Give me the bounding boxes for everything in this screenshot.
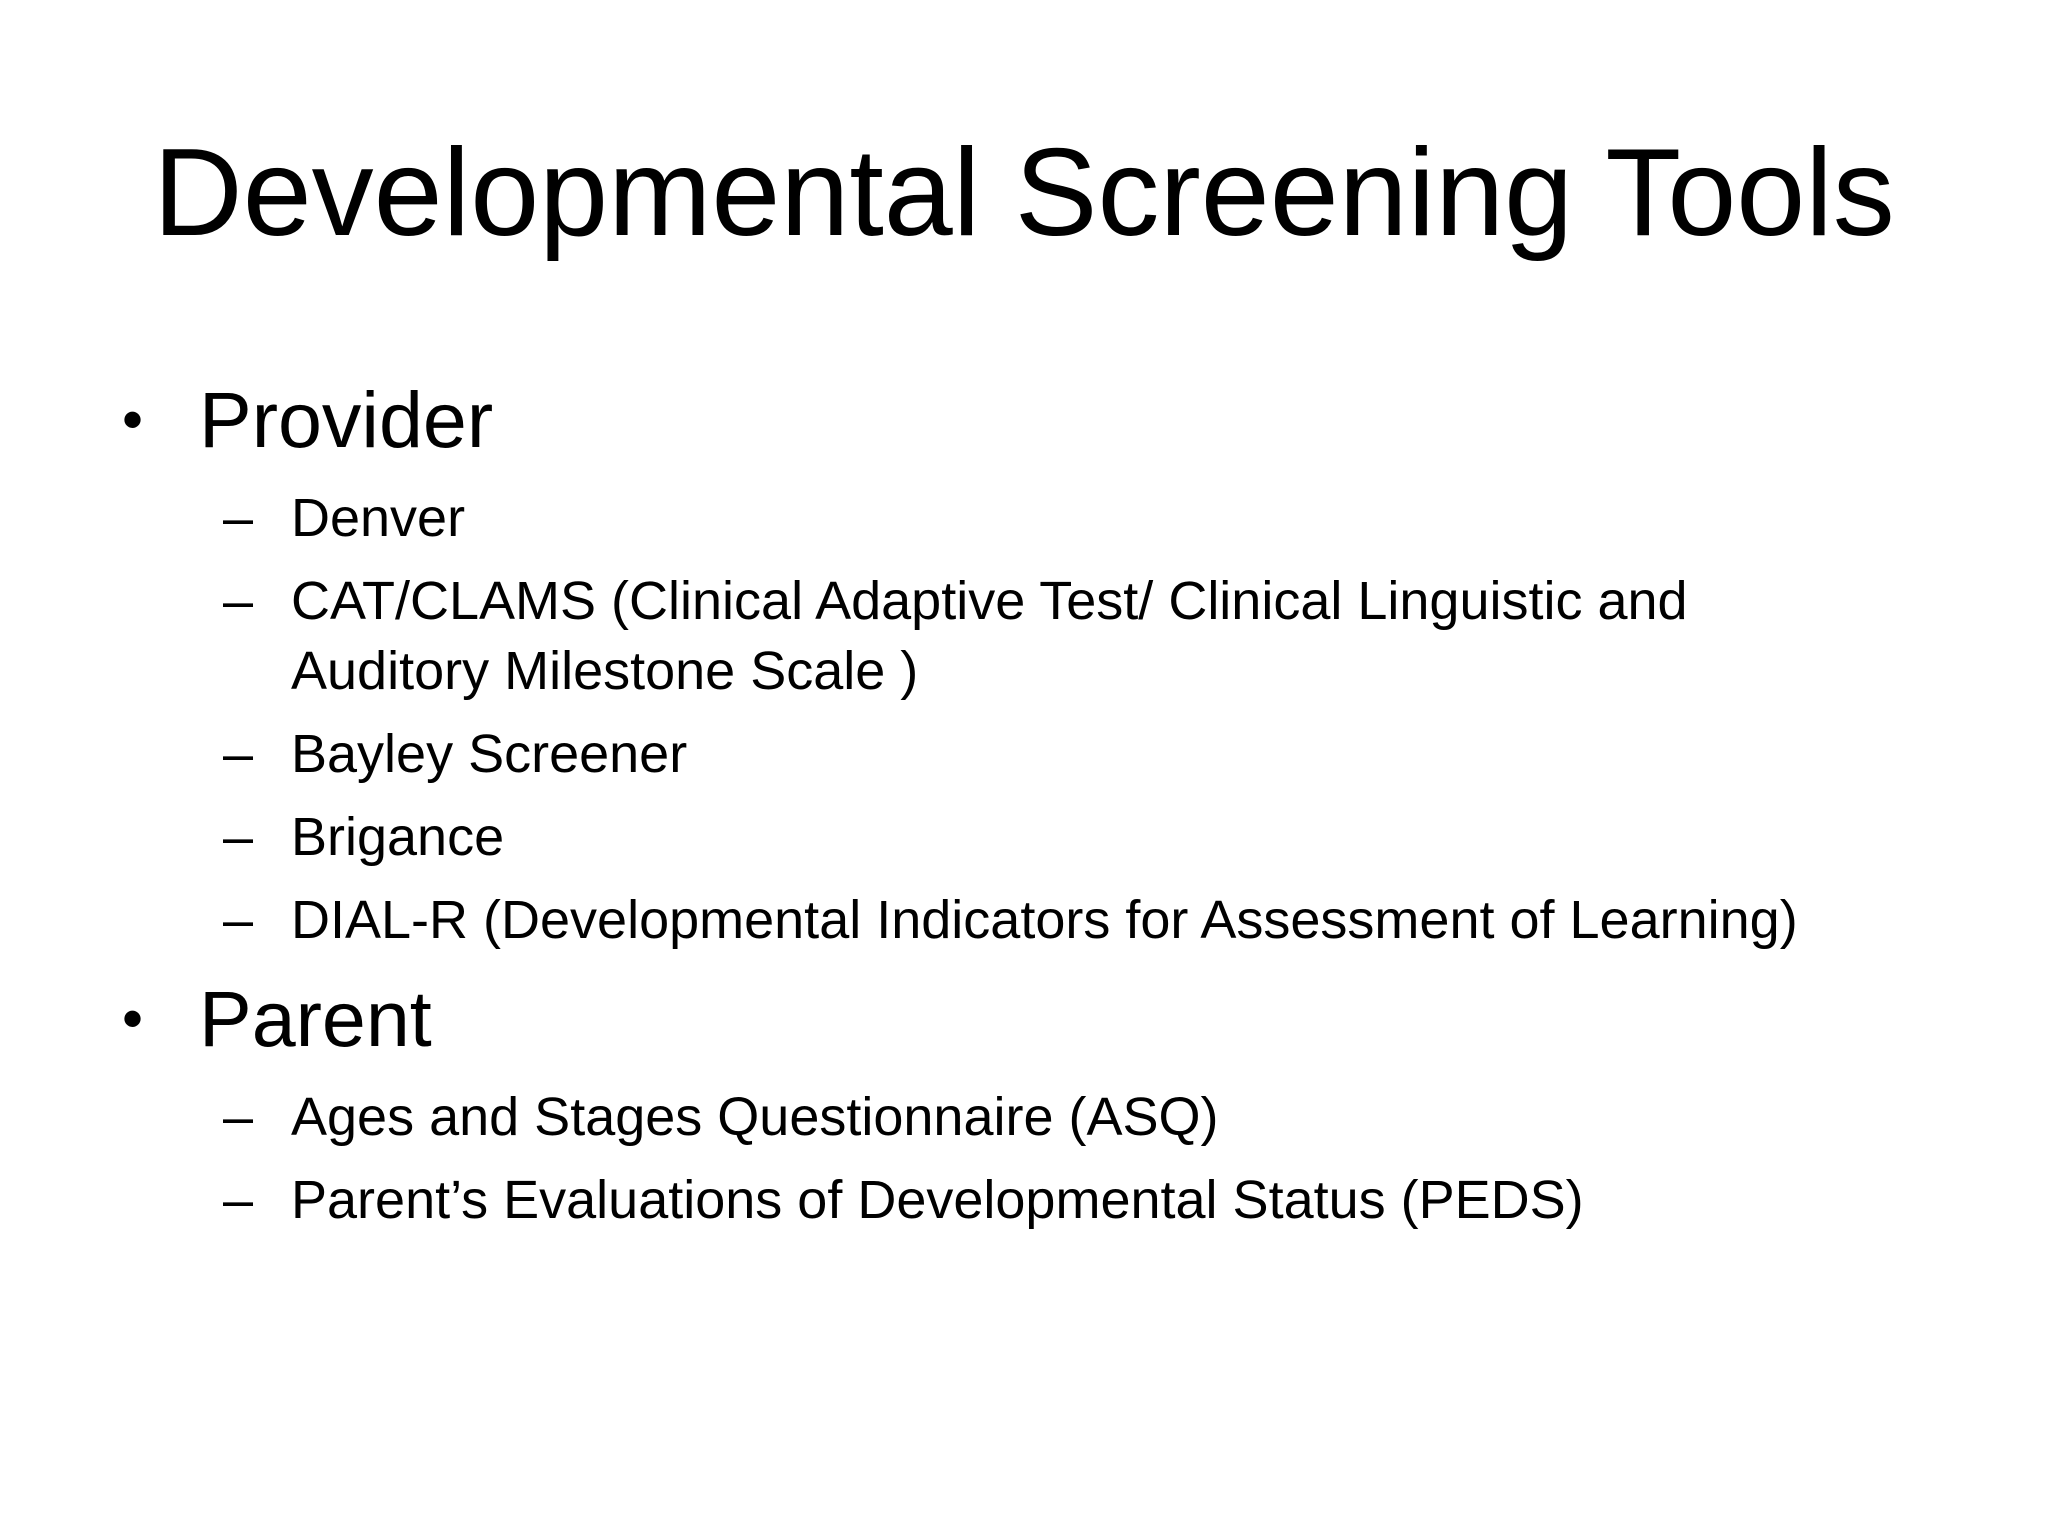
list-item xyxy=(0,719,1851,789)
dash-icon: – xyxy=(223,807,254,867)
slide-title: Developmental Screening Tools xyxy=(153,124,1895,262)
slide-content xyxy=(0,370,2048,1235)
dash-icon: – xyxy=(223,890,254,950)
tool-cat-clams: CAT/CLAMS (Clinical Adaptive Test/ Clinical Linguistic and Auditory Milestone Scale ) xyxy=(291,571,1688,701)
dash-icon: – xyxy=(223,571,254,631)
section-label-provider: Provider xyxy=(199,375,494,464)
tool-denver: Denver xyxy=(291,488,466,548)
bullet-parent xyxy=(0,969,2048,1069)
dash-icon: – xyxy=(223,724,254,784)
bullet-provider xyxy=(0,370,2048,470)
tool-asq: Ages and Stages Questionnaire (ASQ) xyxy=(291,1087,1219,1147)
tool-bayley: Bayley Screener xyxy=(291,724,688,784)
bullet-dot-icon: • xyxy=(122,985,144,1052)
tool-brigance: Brigance xyxy=(291,807,505,867)
parent-tool-list xyxy=(0,1082,2048,1235)
list-item xyxy=(0,885,1851,955)
list-item xyxy=(0,802,1851,872)
dash-icon: – xyxy=(223,1087,254,1147)
tool-dial-r: DIAL-R (Developmental Indicators for Assessment of Learning) xyxy=(291,890,1798,950)
list-item xyxy=(0,1165,1851,1235)
list-item xyxy=(0,483,1851,553)
bullet-dot-icon: • xyxy=(122,386,144,453)
provider-tool-list xyxy=(0,483,2048,955)
dash-icon: – xyxy=(223,488,254,548)
list-item xyxy=(0,566,1851,706)
list-item xyxy=(0,1082,1851,1152)
section-label-parent: Parent xyxy=(199,974,432,1063)
tool-peds: Parent’s Evaluations of Developmental Status (PEDS) xyxy=(291,1170,1584,1230)
dash-icon: – xyxy=(223,1170,254,1230)
